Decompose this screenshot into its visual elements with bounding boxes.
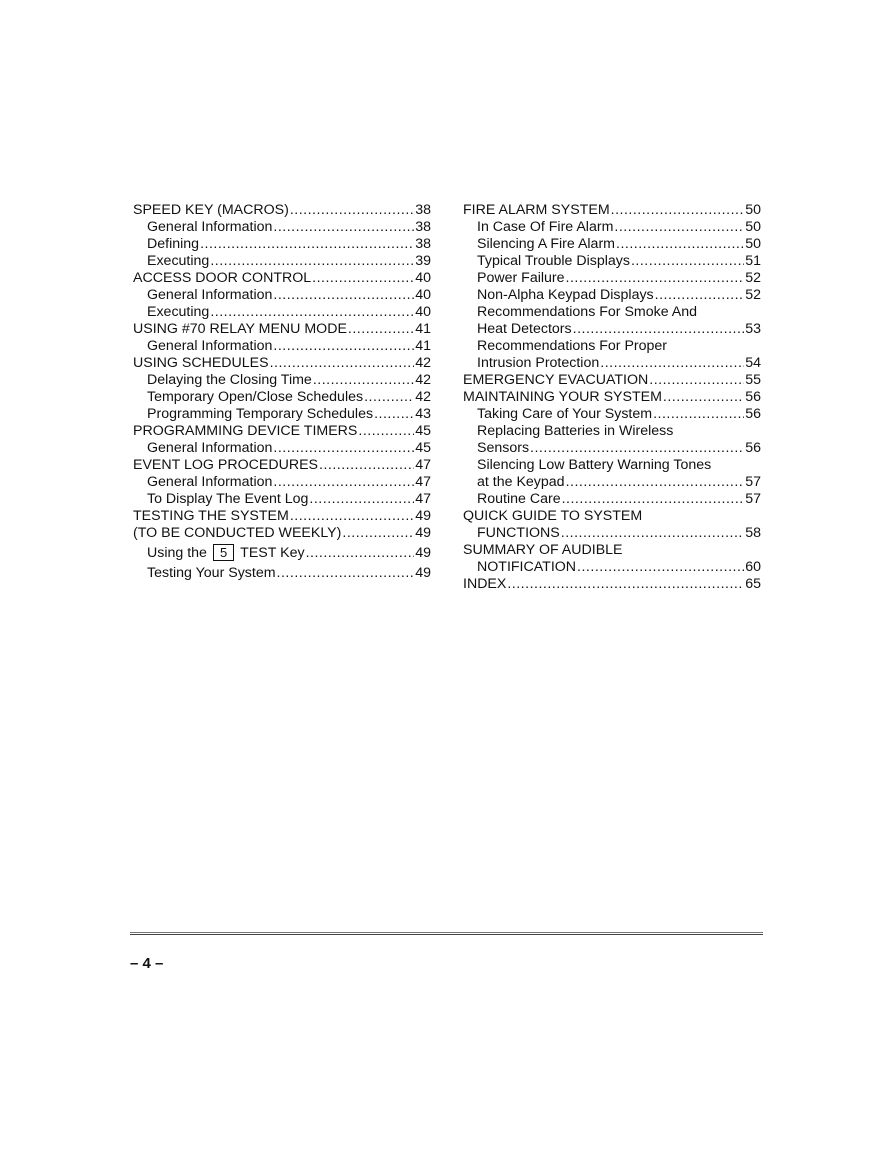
toc-entry[interactable] [463,406,761,423]
toc-entry-page: 50 [745,236,761,252]
toc-entry[interactable] [133,321,431,338]
toc-entry[interactable] [463,525,761,542]
toc-entry-page: 53 [745,321,761,337]
toc-entry-page: 49 [415,565,431,581]
toc-entry[interactable] [133,423,431,440]
toc-entry-heading: Silencing Low Battery Warning Tones [477,457,712,473]
toc-entry-page: 38 [415,202,431,218]
toc-entry-title: Executing [147,304,210,320]
toc-entry-page: 52 [745,287,761,303]
toc-entry[interactable] [133,253,431,270]
dot-leader [566,474,745,491]
toc-entry-title: General Information [147,287,273,303]
toc-entry-title: General Information [147,440,273,456]
toc-entry-title: FIRE ALARM SYSTEM [463,202,610,218]
toc-entry-page: 49 [415,545,431,561]
toc-entry-title: General Information [147,219,273,235]
toc-entry-title: Temporary Open/Close Schedules [147,389,364,405]
dot-leader [562,491,745,508]
page-number: – 4 – [130,955,164,972]
toc-entry-title: NOTIFICATION [477,559,577,575]
toc-entry-title-suffix: TEST Key [240,545,305,561]
toc-entry[interactable] [133,287,431,304]
toc-entry-title-prefix: Using the [147,545,207,561]
toc-entry[interactable] [463,202,761,219]
toc-entry-title: Defining [147,236,200,252]
toc-entry[interactable] [133,474,431,491]
toc-entry[interactable] [463,287,761,304]
toc-left-column [133,202,431,582]
toc-entry-page: 47 [415,474,431,490]
toc-entry-page: 40 [415,270,431,286]
toc-entry-title: INDEX [463,576,507,592]
dot-leader [616,236,744,253]
toc-right-column [463,202,761,593]
dot-leader [507,576,744,593]
toc-entry[interactable] [463,474,761,491]
toc-entry-page: 55 [745,372,761,388]
toc-entry-heading: SUMMARY OF AUDIBLE [463,542,623,558]
toc-entry-page: 38 [415,236,431,252]
toc-entry-title: Taking Care of Your System [477,406,653,422]
dot-leader [290,202,414,219]
toc-entry-heading: Replacing Batteries in Wireless [477,423,674,439]
toc-entry[interactable] [463,321,761,338]
toc-entry-title: Silencing A Fire Alarm [477,236,615,252]
toc-entry[interactable] [133,270,431,287]
toc-entry[interactable] [133,440,431,457]
toc-entry[interactable] [133,338,431,355]
toc-entry-title: To Display The Event Log [147,491,309,507]
dot-leader [273,338,414,355]
toc-entry[interactable] [463,236,761,253]
dot-leader [600,355,744,372]
toc-entry-heading: Recommendations For Proper [477,338,668,354]
toc-entry[interactable] [463,576,761,593]
toc-entry-page: 56 [745,406,761,422]
toc-entry-page: 57 [745,474,761,490]
toc-entry[interactable] [463,355,761,372]
dot-leader [577,559,744,576]
toc-entry[interactable] [463,219,761,236]
toc-entry-title: General Information [147,474,273,490]
toc-entry-title: Intrusion Protection [477,355,600,371]
dot-leader [210,253,414,270]
toc-entry-heading: QUICK GUIDE TO SYSTEM [463,508,643,524]
toc-entry-page: 43 [415,406,431,422]
dot-leader [653,406,744,423]
toc-entry-title: General Information [147,338,273,354]
toc-entry-page: 65 [745,576,761,592]
toc-entry-title: Executing [147,253,210,269]
dot-leader [273,440,414,457]
dot-leader [273,219,414,236]
toc-entry-page: 39 [415,253,431,269]
footer-rule [130,932,763,935]
toc-entry[interactable] [463,372,761,389]
toc-entry[interactable] [133,372,431,389]
toc-entry-title: USING SCHEDULES [133,355,269,371]
toc-entry[interactable] [463,491,761,508]
toc-entry-title [147,542,305,565]
dot-leader [277,565,415,582]
toc-entry-page: 41 [415,338,431,354]
dot-leader [273,474,414,491]
dot-leader [655,287,745,304]
toc-entry-page: 42 [415,389,431,405]
dot-leader [374,406,414,423]
toc-entry-page: 42 [415,355,431,371]
toc-entry[interactable] [463,389,761,406]
toc-entry[interactable] [463,253,761,270]
toc-entry-page: 56 [745,389,761,405]
dot-leader [312,270,414,287]
dot-leader [358,423,414,440]
toc-entry[interactable] [133,304,431,321]
dot-leader [309,491,414,508]
toc-entry[interactable] [133,202,431,219]
toc-entry-page: 41 [415,321,431,337]
dot-leader [290,508,414,525]
toc-entry-title: at the Keypad [477,474,565,490]
toc-entry-title: Typical Trouble Displays [477,253,630,269]
toc-entry-title: Testing Your System [147,565,276,581]
toc-entry-title: (TO BE CONDUCTED WEEKLY) [133,525,342,541]
toc-entry[interactable] [133,565,431,582]
toc-entry-page: 42 [415,372,431,388]
toc-entry-heading: Recommendations For Smoke And [477,304,698,320]
dot-leader [611,202,745,219]
toc-entry[interactable] [133,389,431,406]
toc-entry-title: FUNCTIONS [477,525,560,541]
toc-entry[interactable] [133,525,431,542]
dot-leader [566,270,745,287]
toc-entry-page: 54 [745,355,761,371]
toc-entry-title: MAINTAINING YOUR SYSTEM [463,389,662,405]
toc-entry[interactable] [133,508,431,525]
key-5-box: 5 [213,544,234,561]
toc-entry-title: Non-Alpha Keypad Displays [477,287,654,303]
toc-entry-page: 45 [415,440,431,456]
toc-entry-title: EVENT LOG PROCEDURES [133,457,319,473]
dot-leader [200,236,414,253]
toc-entry-title: ACCESS DOOR CONTROL [133,270,312,286]
toc-entry-title: Routine Care [477,491,561,507]
toc-entry-page: 60 [745,559,761,575]
toc-entry[interactable] [463,270,761,287]
toc-entry[interactable] [133,236,431,253]
toc-entry-title: USING #70 RELAY MENU MODE [133,321,347,337]
toc-entry[interactable] [463,559,761,576]
toc-entry-title: In Case Of Fire Alarm [477,219,614,235]
toc-entry[interactable] [133,457,431,474]
toc-entry-page: 51 [745,253,761,269]
toc-entry-page: 38 [415,219,431,235]
toc-entry-title: TESTING THE SYSTEM [133,508,289,524]
toc-entry-page: 47 [415,457,431,473]
toc-entry-title: PROGRAMMING DEVICE TIMERS [133,423,358,439]
toc-entry-page: 56 [745,440,761,456]
toc-entry-title: Programming Temporary Schedules [147,406,374,422]
dot-leader [342,525,414,542]
dot-leader [313,372,414,389]
toc-entry-page: 57 [745,491,761,507]
dot-leader [663,389,744,406]
toc-entry[interactable] [463,440,761,457]
dot-leader [273,287,414,304]
toc-entry-page: 49 [415,508,431,524]
dot-leader [561,525,744,542]
dot-leader [573,321,745,338]
toc-entry-page: 47 [415,491,431,507]
dot-leader [614,219,744,236]
toc-entry-page: 58 [745,525,761,541]
dot-leader [348,321,414,338]
toc-entry[interactable] [133,219,431,236]
toc-entry-page: 52 [745,270,761,286]
toc-entry[interactable] [133,355,431,372]
dot-leader [530,440,744,457]
dot-leader [631,253,744,270]
toc-entry-title: Heat Detectors [477,321,572,337]
toc-entry[interactable] [133,406,431,423]
dot-leader [306,542,415,565]
dot-leader [319,457,414,474]
toc-entry-page: 50 [745,202,761,218]
toc-entry-page: 40 [415,304,431,320]
dot-leader [270,355,415,372]
toc-entry-page: 50 [745,219,761,235]
toc-entry-title: SPEED KEY (MACROS) [133,202,289,218]
toc-entry-page: 40 [415,287,431,303]
dot-leader [364,389,414,406]
dot-leader [210,304,414,321]
toc-entry-title: EMERGENCY EVACUATION [463,372,649,388]
toc-entry-page: 49 [415,525,431,541]
toc-entry[interactable] [133,491,431,508]
toc-entry-title: Power Failure [477,270,565,286]
toc-entry[interactable] [133,542,431,565]
toc-entry-title: Sensors [477,440,530,456]
dot-leader [649,372,744,389]
toc-entry-page: 45 [415,423,431,439]
toc-entry-title: Delaying the Closing Time [147,372,312,388]
